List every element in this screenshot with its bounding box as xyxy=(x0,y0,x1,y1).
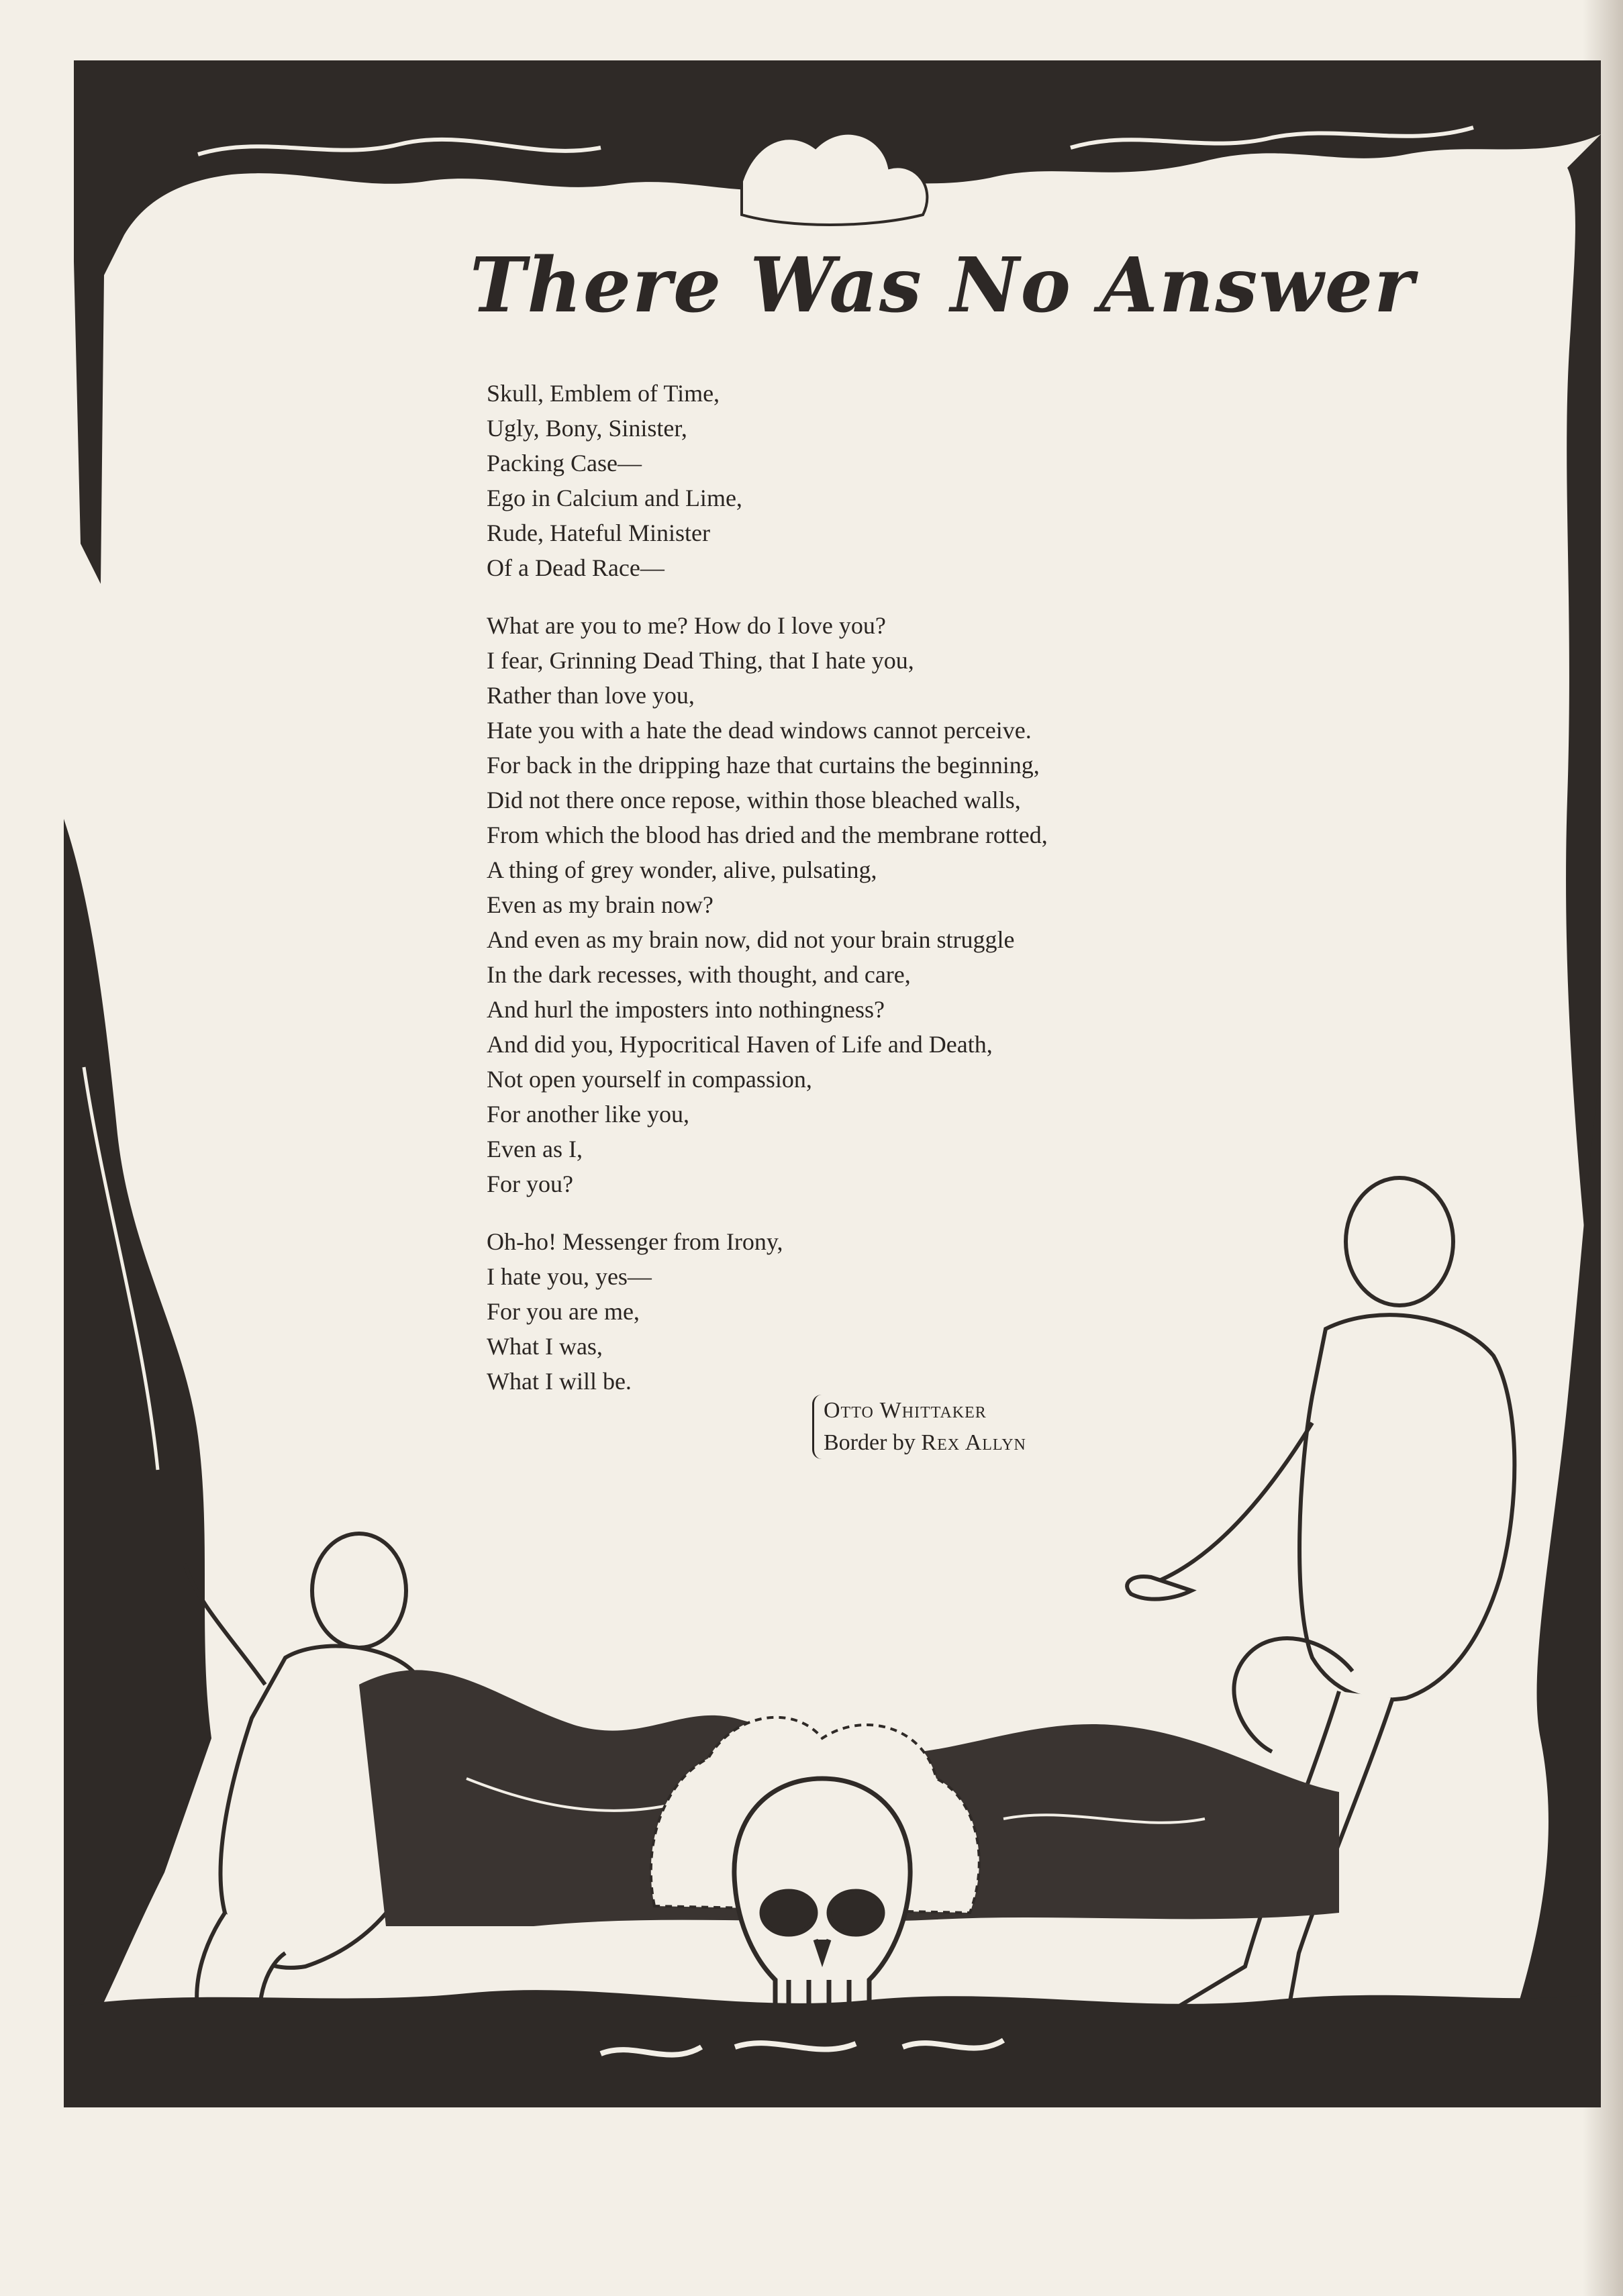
poem-line: Rude, Hateful Minister xyxy=(487,519,710,546)
poem-line: And hurl the imposters into nothingness? xyxy=(487,996,885,1023)
left-tree xyxy=(64,819,211,2027)
poem-line: I fear, Grinning Dead Thing, that I hate you, xyxy=(487,647,914,674)
poem-line: Oh-ho! Messenger from Irony, xyxy=(487,1228,783,1255)
poem-line: Ego in Calcium and Lime, xyxy=(487,485,742,511)
poem-line: From which the blood has dried and the membrane rotted, xyxy=(487,821,1048,848)
poem-line: For you? xyxy=(487,1170,573,1197)
poem-line: Hate you with a hate the dead windows cannot perceive. xyxy=(487,717,1032,744)
poem-line: A thing of grey wonder, alive, pulsating, xyxy=(487,856,877,883)
poem-title: There Was No Answer xyxy=(470,242,1416,330)
poem-line: Did not there once repose, within those bleached walls, xyxy=(487,787,1021,813)
stanza-1 xyxy=(487,376,1225,585)
border-artist-name: Rex Allyn xyxy=(921,1430,1026,1455)
poem-line: What I will be. xyxy=(487,1368,632,1395)
poem-line: And did you, Hypocritical Haven of Life and Death, xyxy=(487,1031,993,1058)
poem-line: Skull, Emblem of Time, xyxy=(487,380,720,407)
border-credit xyxy=(824,1427,1026,1459)
stanza-2 xyxy=(487,608,1225,1201)
poem-line: In the dark recesses, with thought, and care, xyxy=(487,961,911,988)
poem-body xyxy=(487,376,1225,1421)
poem-line: Even as I, xyxy=(487,1136,583,1162)
poem-line: What are you to me? How do I love you? xyxy=(487,612,886,639)
author-name: Otto Whittaker xyxy=(824,1398,987,1423)
poem-line: For back in the dripping haze that curtains the beginning, xyxy=(487,752,1040,779)
poem-line: For you are me, xyxy=(487,1298,640,1325)
poem-line: Of a Dead Race— xyxy=(487,554,665,581)
author-credit xyxy=(824,1395,1026,1427)
poem-line: What I was, xyxy=(487,1333,603,1360)
border-credit-prefix: Border by xyxy=(824,1430,916,1455)
poem-line: And even as my brain now, did not your brain struggle xyxy=(487,926,1015,953)
stanza-3 xyxy=(487,1224,1225,1399)
poem-line: Not open yourself in compassion, xyxy=(487,1066,812,1093)
poem-line: For another like you, xyxy=(487,1101,689,1128)
poem-line: I hate you, yes— xyxy=(487,1263,652,1290)
credits xyxy=(812,1395,1026,1459)
poem-line: Even as my brain now? xyxy=(487,891,714,918)
poem-line: Ugly, Bony, Sinister, xyxy=(487,415,687,442)
poem-line: Rather than love you, xyxy=(487,682,695,709)
skull xyxy=(734,1779,910,2007)
poem-line: Packing Case— xyxy=(487,450,642,477)
right-tree xyxy=(1507,1067,1601,2040)
